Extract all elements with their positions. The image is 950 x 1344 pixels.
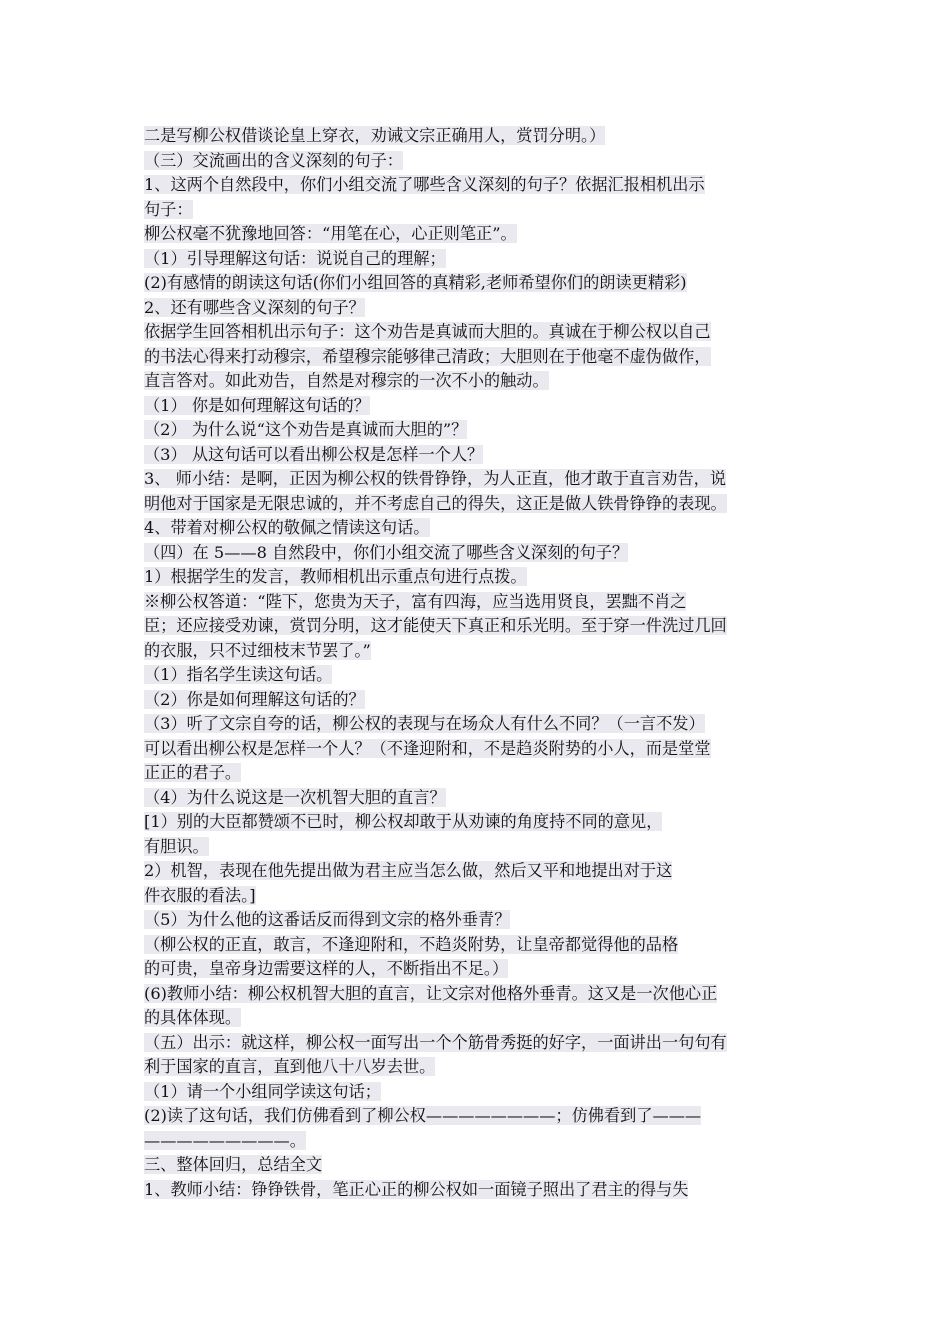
text-line [144, 541, 814, 566]
text-line-content: 2）机智，表现在他先提出做为君主应当怎么做，然后又平和地提出对于这 [144, 861, 673, 880]
text-line-content: 1、教师小结：铮铮铁骨，笔正心正的柳公权如一面镜子照出了君主的得与失 [144, 1179, 689, 1199]
text-line [144, 565, 814, 590]
text-line-content: 的具体体现。 [144, 1008, 242, 1027]
text-line [144, 712, 814, 737]
text-line [144, 149, 814, 174]
text-line [144, 688, 814, 713]
text-line-content: 的衣服，只不过细枝末节罢了。” [144, 640, 371, 660]
text-line-content: (6)教师小结：柳公权机智大胆的直言，让文宗对他格外垂青。这又是一次他心正 [144, 983, 718, 1003]
text-line-content: 3、 师小结：是啊，正因为柳公权的铁骨铮铮，为人正直，他才敢于直言劝告，说 [144, 469, 727, 488]
text-line-content: (2)读了这句话，我们仿佛看到了柳公权————————；仿佛看到了——— [144, 1106, 702, 1125]
text-line-content: （1）指名学生读这句话。 [144, 665, 333, 684]
text-line-content: （3） 从这句话可以看出柳公权是怎样一个人？ [144, 444, 484, 464]
text-line [144, 1153, 814, 1178]
text-line-content: 利于国家的直言，直到他八十八岁去世。 [144, 1057, 436, 1076]
text-line-content: （2）你是如何理解这句话的？ [144, 689, 365, 709]
text-line [144, 859, 814, 884]
text-line-content: 句子： [144, 199, 193, 219]
text-line [144, 320, 814, 345]
text-line [144, 173, 814, 198]
text-line-content: 直言答对。如此劝告，自然是对穆宗的一次不小的触动。 [144, 371, 549, 390]
text-line [144, 516, 814, 541]
text-line [144, 222, 814, 247]
text-line [144, 639, 814, 664]
text-line [144, 369, 814, 394]
text-line [144, 467, 814, 492]
text-line [144, 957, 814, 982]
text-line-content: [1）别的大臣都赞颂不已时，柳公权却敢于从劝谏的角度持不同的意见， [144, 812, 663, 831]
text-line-content: 臣；还应接受劝谏，赏罚分明，这才能使天下真正和乐光明。至于穿一件洗过几回 [144, 616, 727, 635]
text-line [144, 835, 814, 860]
text-line-content: 三、整体回归，总结全文 [144, 1155, 323, 1174]
text-line [144, 884, 814, 909]
text-line [144, 1055, 814, 1080]
text-line-content: 依据学生回答相机出示句子：这个劝告是真诚而大胆的。真诚在于柳公权以自己 [144, 322, 711, 341]
text-line-content: （2） 为什么说“这个劝告是真诚而大胆的”？ [144, 420, 468, 439]
text-line [144, 345, 814, 370]
text-line-content: 可以看出柳公权是怎样一个人？（不逢迎附和，不是趋炎附势的小人，而是堂堂 [144, 738, 711, 758]
text-line-content: 4、带着对柳公权的敬佩之情读这句话。 [144, 518, 430, 537]
text-line-content: （三）交流画出的含义深刻的句子： [144, 150, 403, 170]
text-line [144, 810, 814, 835]
text-line [144, 124, 814, 149]
text-line-content: 2、还有哪些含义深刻的句子？ [144, 297, 365, 317]
text-line-content: (2)有感情的朗读这句话(你们小组回答的真精彩,老师希望你们的朗读更精彩) [144, 273, 687, 292]
text-line-content: （四）在 5——8 自然段中，你们小组交流了哪些含义深刻的句子？ [144, 542, 629, 562]
text-line [144, 247, 814, 272]
text-line-content: （柳公权的正直，敢言，不逢迎附和，不趋炎附势，让皇帝都觉得他的品格 [144, 934, 679, 954]
text-line [144, 663, 814, 688]
text-line-content: （1）请一个小组同学读这句话； [144, 1081, 381, 1101]
text-line [144, 1006, 814, 1031]
text-line-content: 的可贵，皇帝身边需要这样的人，不断指出不足。） [144, 959, 509, 978]
text-line-content: （5）为什么他的这番话反而得到文宗的格外垂青？ [144, 910, 511, 929]
text-line [144, 1080, 814, 1105]
text-line-content: 件衣服的看法。] [144, 885, 256, 905]
text-line [144, 271, 814, 296]
text-line [144, 1104, 814, 1129]
text-line [144, 492, 814, 517]
text-line [144, 1031, 814, 1056]
text-line-content: 柳公权毫不犹豫地回答：“用笔在心，心正则笔正”。 [144, 224, 517, 243]
text-line [144, 1178, 814, 1203]
text-line-content: （五）出示：就这样，柳公权一面写出一个个筋骨秀挺的好字，一面讲出一句句有 [144, 1032, 727, 1052]
text-line-content: ※柳公权答道：“陛下，您贵为天子，富有四海，应当选用贤良，罢黜不肖之 [144, 591, 687, 611]
text-line [144, 443, 814, 468]
text-line [144, 296, 814, 321]
text-line-content: 1）根据学生的发言，教师相机出示重点句进行点拨。 [144, 567, 527, 586]
text-line-content: 二是写柳公权借谈论皇上穿衣，劝诫文宗正确用人，赏罚分明。） [144, 126, 606, 145]
text-line [144, 933, 814, 958]
text-line [144, 786, 814, 811]
text-line [144, 761, 814, 786]
text-line [144, 198, 814, 223]
text-line [144, 1129, 814, 1154]
text-line [144, 590, 814, 615]
text-line-content: 的书法心得来打动穆宗，希望穆宗能够律己清政；大胆则在于他毫不虚伪做作， [144, 346, 711, 366]
text-line-content: （3）听了文宗自夸的话，柳公权的表现与在场众人有什么不同？（一言不发） [144, 714, 705, 733]
text-line-content: （1） 你是如何理解这句话的？ [144, 395, 370, 415]
text-line [144, 418, 814, 443]
document-body [144, 124, 814, 1202]
text-line-content: （1）引导理解这句话：说说自己的理解； [144, 248, 446, 268]
text-line [144, 908, 814, 933]
text-line-content: —————————。 [144, 1130, 306, 1150]
text-line [144, 614, 814, 639]
text-line-content: 有胆识。 [144, 836, 209, 856]
text-line [144, 982, 814, 1007]
text-line-content: （4）为什么说这是一次机智大胆的直言？ [144, 787, 446, 807]
text-line [144, 394, 814, 419]
text-line-content: 1、这两个自然段中，你们小组交流了哪些含义深刻的句子？依据汇报相机出示 [144, 175, 705, 194]
text-line [144, 737, 814, 762]
text-line-content: 明他对于国家是无限忠诚的，并不考虑自己的得失，这正是做人铁骨铮铮的表现。 [144, 493, 727, 513]
text-line-content: 正正的君子。 [144, 763, 242, 782]
